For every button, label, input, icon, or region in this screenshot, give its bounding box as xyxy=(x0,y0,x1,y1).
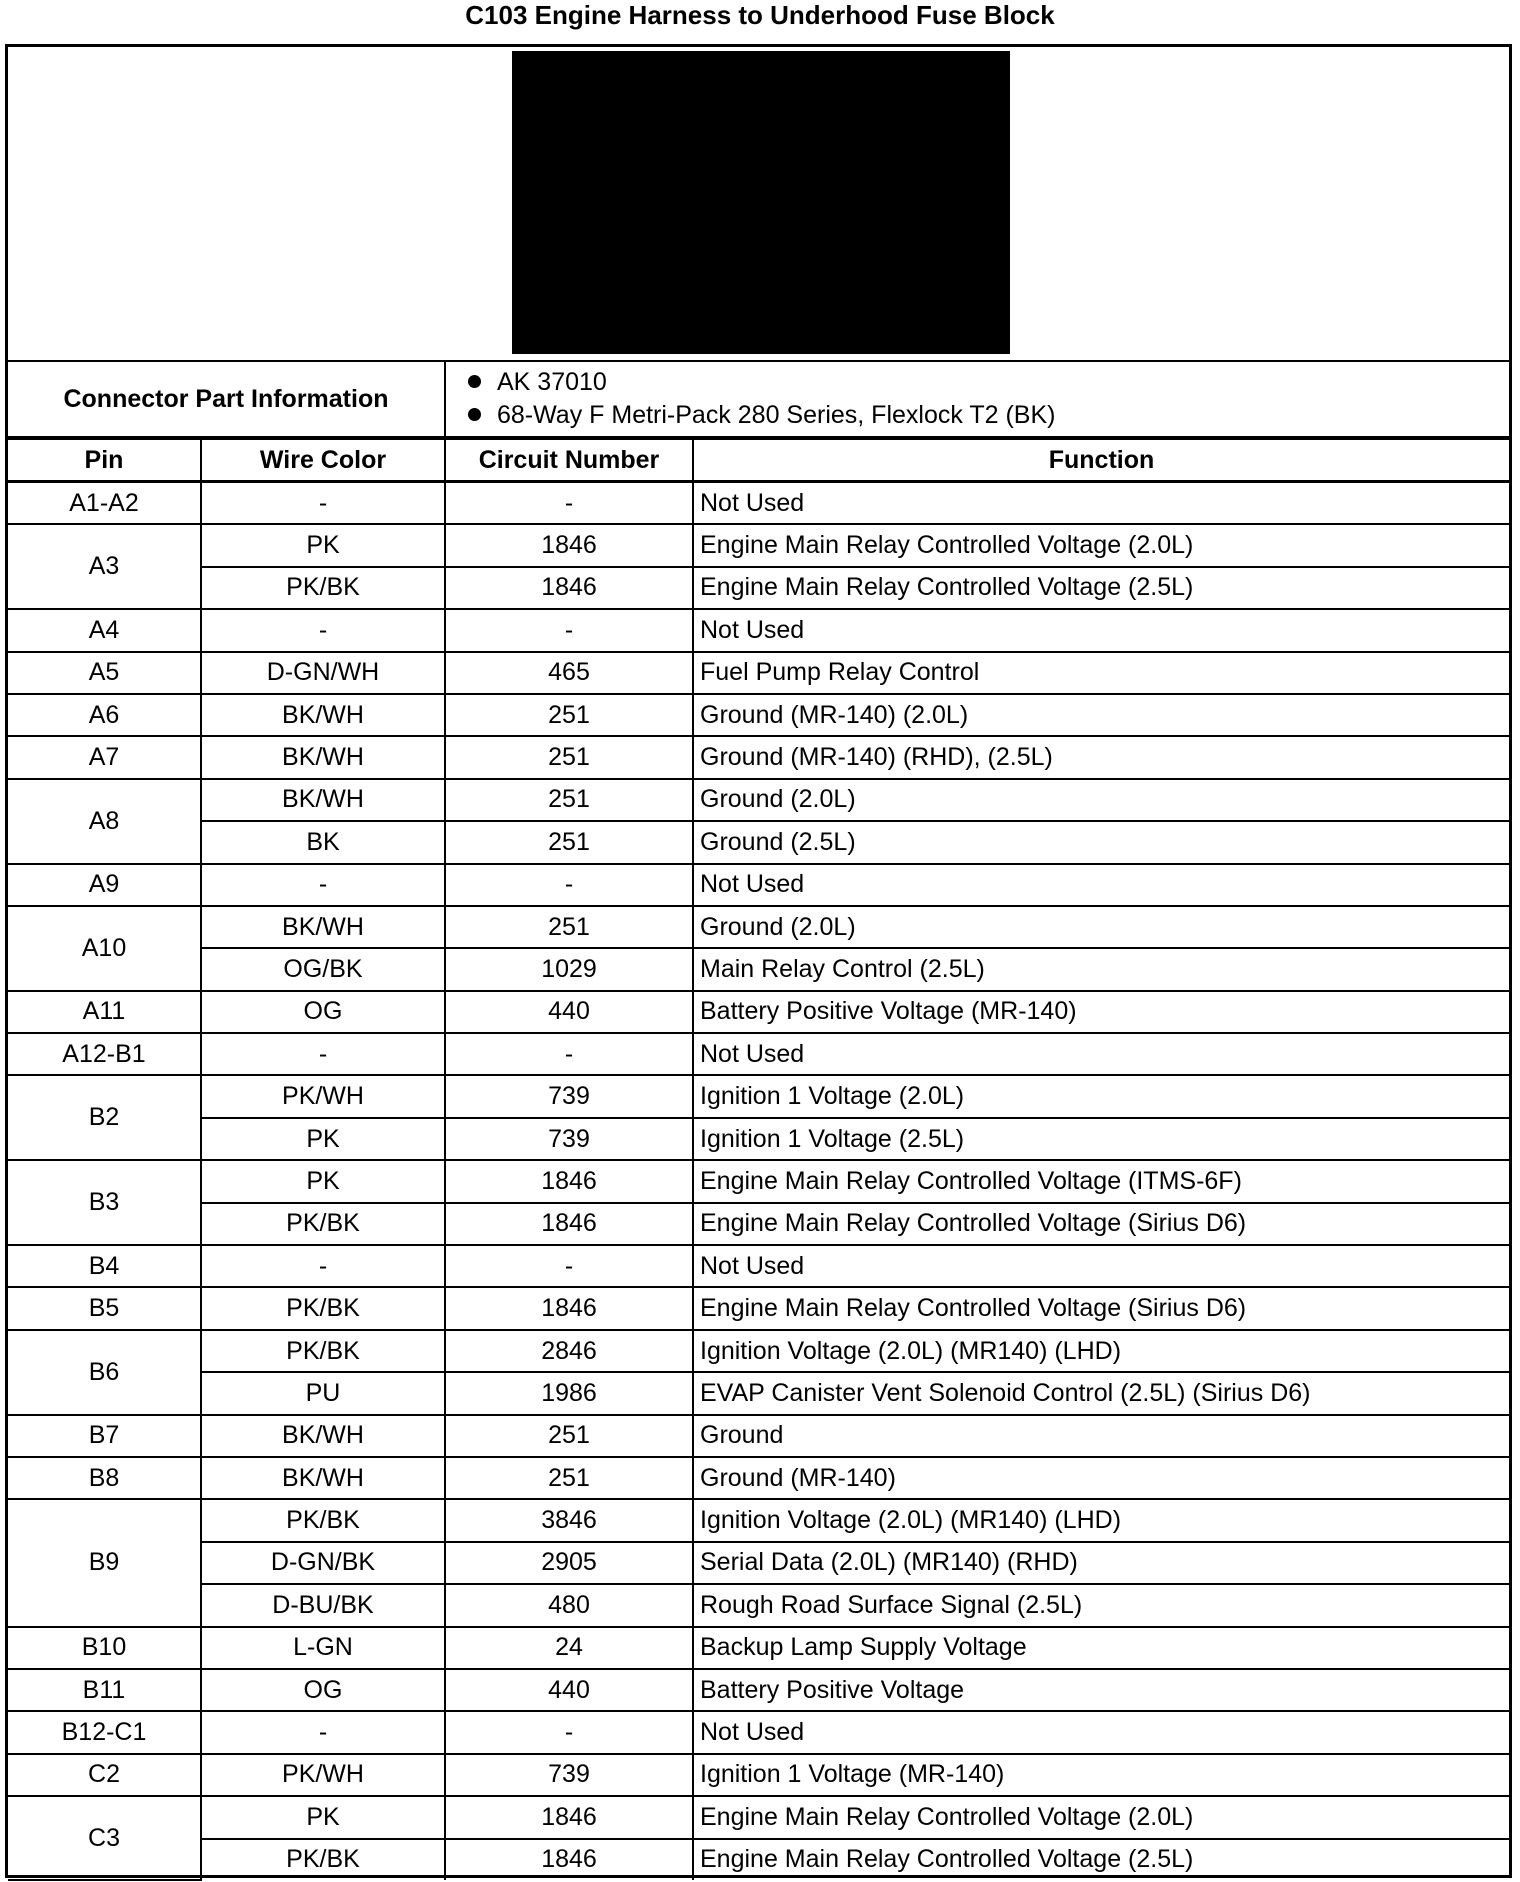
pin-cell: B2 xyxy=(8,1075,201,1160)
circuit-number-cell: 1029 xyxy=(445,948,693,990)
wire-color-cell: - xyxy=(201,609,445,651)
table-row xyxy=(8,736,1509,778)
pin-cell: B8 xyxy=(8,1457,201,1499)
function-cell: Ground (2.0L) xyxy=(693,906,1509,948)
table-row xyxy=(8,1203,1509,1245)
connector-info-item xyxy=(446,366,1509,399)
table-row xyxy=(8,779,1509,821)
function-cell: Engine Main Relay Controlled Voltage (2.5L) xyxy=(693,1839,1509,1880)
function-cell: Battery Positive Voltage (MR-140) xyxy=(693,991,1509,1033)
table-row xyxy=(8,948,1509,990)
circuit-number-cell: 739 xyxy=(445,1075,693,1117)
function-cell: Engine Main Relay Controlled Voltage (2.5L) xyxy=(693,567,1509,609)
connector-info-label: Connector Part Information xyxy=(8,362,445,437)
circuit-number-cell: - xyxy=(445,864,693,906)
table-row xyxy=(8,1287,1509,1329)
function-cell: Ground (MR-140) (2.0L) xyxy=(693,694,1509,736)
pin-cell: B7 xyxy=(8,1415,201,1457)
circuit-number-cell: 2905 xyxy=(445,1542,693,1584)
table-row xyxy=(8,524,1509,566)
function-cell: Not Used xyxy=(693,1711,1509,1753)
wire-color-cell: OG/BK xyxy=(201,948,445,990)
wire-color-cell: D-BU/BK xyxy=(201,1584,445,1626)
wire-color-cell: PK xyxy=(201,524,445,566)
circuit-number-cell: 251 xyxy=(445,779,693,821)
table-row xyxy=(8,1754,1509,1796)
header-circuit-number: Circuit Number xyxy=(445,439,693,482)
table-row xyxy=(8,1457,1509,1499)
wire-color-cell: BK/WH xyxy=(201,779,445,821)
circuit-number-cell: 480 xyxy=(445,1584,693,1626)
function-cell: Rough Road Surface Signal (2.5L) xyxy=(693,1584,1509,1626)
table-row xyxy=(8,652,1509,694)
wire-color-cell: PK/BK xyxy=(201,1839,445,1880)
wire-color-cell: PK xyxy=(201,1160,445,1202)
wire-color-cell: PK/BK xyxy=(201,1330,445,1372)
pin-table-header xyxy=(8,439,1509,482)
wire-color-cell: - xyxy=(201,1033,445,1075)
function-cell: Ground xyxy=(693,1415,1509,1457)
function-cell: Engine Main Relay Controlled Voltage (ITMS-6F) xyxy=(693,1160,1509,1202)
table-row xyxy=(8,1584,1509,1626)
wire-color-cell: D-GN/WH xyxy=(201,652,445,694)
header-wire-color: Wire Color xyxy=(201,439,445,482)
circuit-number-cell: 251 xyxy=(445,906,693,948)
table-row xyxy=(8,991,1509,1033)
pin-table xyxy=(8,438,1509,1881)
wire-color-cell: PK xyxy=(201,1118,445,1160)
header-pin: Pin xyxy=(8,439,201,482)
connector-image-area xyxy=(8,47,1509,362)
wire-color-cell: PK xyxy=(201,1796,445,1838)
pin-cell: A10 xyxy=(8,906,201,991)
table-row xyxy=(8,609,1509,651)
table-row xyxy=(8,1542,1509,1584)
connector-info-table xyxy=(8,362,1509,438)
wire-color-cell: BK/WH xyxy=(201,1457,445,1499)
circuit-number-cell: 440 xyxy=(445,991,693,1033)
circuit-number-cell: 251 xyxy=(445,821,693,863)
table-row xyxy=(8,1796,1509,1838)
function-cell: EVAP Canister Vent Solenoid Control (2.5L) (Sirius D6) xyxy=(693,1372,1509,1414)
connector-info-text: 68-Way F Metri-Pack 280 Series, Flexlock T2 (BK) xyxy=(497,401,1056,429)
circuit-number-cell: - xyxy=(445,609,693,651)
table-row xyxy=(8,1075,1509,1117)
table-row xyxy=(8,1160,1509,1202)
table-row xyxy=(8,567,1509,609)
function-cell: Engine Main Relay Controlled Voltage (Sirius D6) xyxy=(693,1203,1509,1245)
circuit-number-cell: 251 xyxy=(445,736,693,778)
function-cell: Ignition 1 Voltage (2.5L) xyxy=(693,1118,1509,1160)
function-cell: Engine Main Relay Controlled Voltage (Sirius D6) xyxy=(693,1287,1509,1329)
wire-color-cell: - xyxy=(201,1245,445,1287)
wire-color-cell: BK/WH xyxy=(201,736,445,778)
table-row xyxy=(8,1499,1509,1541)
function-cell: Ignition 1 Voltage (2.0L) xyxy=(693,1075,1509,1117)
table-row xyxy=(8,906,1509,948)
function-cell: Fuel Pump Relay Control xyxy=(693,652,1509,694)
wire-color-cell: BK/WH xyxy=(201,906,445,948)
circuit-number-cell: 1846 xyxy=(445,567,693,609)
bullet-icon xyxy=(468,408,481,421)
wire-color-cell: PK/BK xyxy=(201,1499,445,1541)
pin-cell: B3 xyxy=(8,1160,201,1245)
pin-cell: B9 xyxy=(8,1499,201,1626)
connector-info-items xyxy=(445,362,1509,437)
wire-color-cell: PK/BK xyxy=(201,567,445,609)
circuit-number-cell: 1986 xyxy=(445,1372,693,1414)
connector-info-item xyxy=(446,399,1509,432)
circuit-number-cell: 440 xyxy=(445,1669,693,1711)
wire-color-cell: - xyxy=(201,482,445,525)
pin-cell: C2 xyxy=(8,1754,201,1796)
connector-info-text: AK 37010 xyxy=(497,368,607,396)
pin-cell: A3 xyxy=(8,524,201,609)
wire-color-cell: PU xyxy=(201,1372,445,1414)
circuit-number-cell: 3846 xyxy=(445,1499,693,1541)
table-row xyxy=(8,1839,1509,1880)
wire-color-cell: - xyxy=(201,864,445,906)
function-cell: Not Used xyxy=(693,609,1509,651)
pin-cell: B10 xyxy=(8,1627,201,1669)
table-row xyxy=(8,821,1509,863)
function-cell: Not Used xyxy=(693,1033,1509,1075)
wire-color-cell: PK/BK xyxy=(201,1203,445,1245)
table-row xyxy=(8,1118,1509,1160)
wire-color-cell: D-GN/BK xyxy=(201,1542,445,1584)
table-row xyxy=(8,1415,1509,1457)
function-cell: Not Used xyxy=(693,1245,1509,1287)
function-cell: Not Used xyxy=(693,482,1509,525)
function-cell: Serial Data (2.0L) (MR140) (RHD) xyxy=(693,1542,1509,1584)
table-row xyxy=(8,1627,1509,1669)
circuit-number-cell: 1846 xyxy=(445,1203,693,1245)
wire-color-cell: - xyxy=(201,1711,445,1753)
circuit-number-cell: 465 xyxy=(445,652,693,694)
pin-cell: A5 xyxy=(8,652,201,694)
table-row xyxy=(8,482,1509,525)
function-cell: Backup Lamp Supply Voltage xyxy=(693,1627,1509,1669)
function-cell: Ignition 1 Voltage (MR-140) xyxy=(693,1754,1509,1796)
circuit-number-cell: - xyxy=(445,1245,693,1287)
function-cell: Ground (2.0L) xyxy=(693,779,1509,821)
pin-cell: B12-C1 xyxy=(8,1711,201,1753)
pin-cell: B5 xyxy=(8,1287,201,1329)
pin-cell: A8 xyxy=(8,779,201,864)
circuit-number-cell: 739 xyxy=(445,1754,693,1796)
function-cell: Not Used xyxy=(693,864,1509,906)
table-row xyxy=(8,694,1509,736)
circuit-number-cell: 24 xyxy=(445,1627,693,1669)
pin-cell: A11 xyxy=(8,991,201,1033)
pin-cell: B6 xyxy=(8,1330,201,1415)
header-function: Function xyxy=(693,439,1509,482)
pin-cell: C3 xyxy=(8,1796,201,1880)
function-cell: Engine Main Relay Controlled Voltage (2.0L) xyxy=(693,524,1509,566)
function-cell: Ground (MR-140) (RHD), (2.5L) xyxy=(693,736,1509,778)
wire-color-cell: L-GN xyxy=(201,1627,445,1669)
circuit-number-cell: - xyxy=(445,1711,693,1753)
table-row xyxy=(8,1245,1509,1287)
function-cell: Ignition Voltage (2.0L) (MR140) (LHD) xyxy=(693,1499,1509,1541)
function-cell: Engine Main Relay Controlled Voltage (2.0L) xyxy=(693,1796,1509,1838)
pin-cell: A6 xyxy=(8,694,201,736)
circuit-number-cell: 1846 xyxy=(445,1839,693,1880)
function-cell: Ignition Voltage (2.0L) (MR140) (LHD) xyxy=(693,1330,1509,1372)
pin-cell: A9 xyxy=(8,864,201,906)
function-cell: Ground (2.5L) xyxy=(693,821,1509,863)
circuit-number-cell: 251 xyxy=(445,1415,693,1457)
function-cell: Battery Positive Voltage xyxy=(693,1669,1509,1711)
wire-color-cell: OG xyxy=(201,1669,445,1711)
pin-cell: A12-B1 xyxy=(8,1033,201,1075)
wire-color-cell: PK/WH xyxy=(201,1754,445,1796)
circuit-number-cell: 1846 xyxy=(445,1287,693,1329)
table-row xyxy=(8,1033,1509,1075)
pin-table-body xyxy=(8,482,1509,1880)
table-row xyxy=(8,1372,1509,1414)
wire-color-cell: PK/WH xyxy=(201,1075,445,1117)
wire-color-cell: BK/WH xyxy=(201,1415,445,1457)
circuit-number-cell: 739 xyxy=(445,1118,693,1160)
wire-color-cell: OG xyxy=(201,991,445,1033)
table-row xyxy=(8,1669,1509,1711)
circuit-number-cell: 251 xyxy=(445,694,693,736)
circuit-number-cell: - xyxy=(445,1033,693,1075)
connector-sheet xyxy=(5,44,1512,1878)
circuit-number-cell: 251 xyxy=(445,1457,693,1499)
circuit-number-cell: 1846 xyxy=(445,1160,693,1202)
wire-color-cell: BK xyxy=(201,821,445,863)
bullet-icon xyxy=(468,375,481,388)
pin-cell: A1-A2 xyxy=(8,482,201,525)
pin-cell: A7 xyxy=(8,736,201,778)
connector-image xyxy=(512,51,1010,354)
circuit-number-cell: 2846 xyxy=(445,1330,693,1372)
pin-cell: A4 xyxy=(8,609,201,651)
pin-cell: B11 xyxy=(8,1669,201,1711)
page-title: C103 Engine Harness to Underhood Fuse Block xyxy=(465,0,1055,30)
pin-cell: B4 xyxy=(8,1245,201,1287)
circuit-number-cell: 1846 xyxy=(445,524,693,566)
table-row xyxy=(8,1711,1509,1753)
function-cell: Ground (MR-140) xyxy=(693,1457,1509,1499)
table-row xyxy=(8,864,1509,906)
circuit-number-cell: 1846 xyxy=(445,1796,693,1838)
circuit-number-cell: - xyxy=(445,482,693,525)
wire-color-cell: PK/BK xyxy=(201,1287,445,1329)
wire-color-cell: BK/WH xyxy=(201,694,445,736)
table-row xyxy=(8,1330,1509,1372)
function-cell: Main Relay Control (2.5L) xyxy=(693,948,1509,990)
